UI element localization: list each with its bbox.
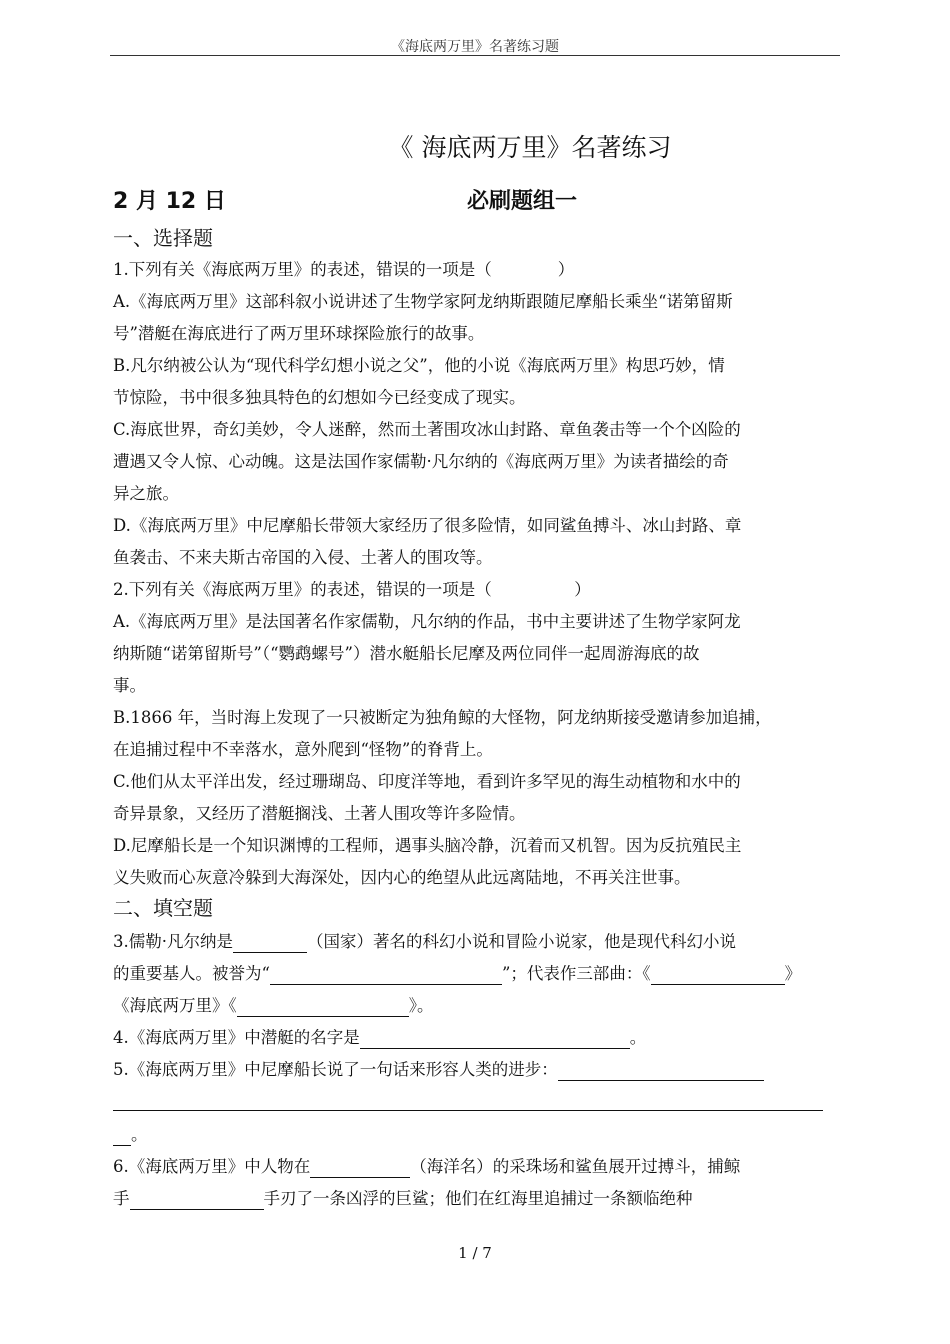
- question-line: 鱼袭击、不来夫斯古帝国的入侵、土著人的围攻等。: [113, 548, 493, 567]
- fill-text: 》。: [408, 996, 434, 1015]
- question-line: 纳斯随“诺第留斯号”（“鹦鹉螺号”）潜水艇船长尼摩及两位同伴一起周游海底的故: [113, 644, 700, 663]
- header-rule: [110, 55, 840, 56]
- fill-line-q3: [113, 995, 843, 1017]
- answer-blank[interactable]: [237, 998, 409, 1017]
- fill-line-q3: [113, 931, 843, 953]
- fill-text: 。: [629, 1028, 647, 1047]
- fill-line-q5: [113, 1124, 843, 1146]
- question-line: 义失败而心灰意冷躲到大海深处，因内心的绝望从此远离陆地，不再关注世事。: [113, 868, 691, 887]
- fill-line-q5: [113, 1059, 843, 1081]
- question-line: B.凡尔纳被公认为“现代科学幻想小说之父”，他的小说《海底两万里》构思巧妙，情: [113, 356, 725, 375]
- question-line: A.《海底两万里》这部科叙小说讲述了生物学家阿龙纳斯跟随尼摩船长乘坐“诺第留斯: [113, 292, 733, 311]
- fill-text: 的重要基人。被誉为“: [113, 964, 270, 983]
- fill-line-q3: [113, 963, 843, 985]
- fill-text: 《海底两万里》《: [113, 996, 237, 1015]
- answer-blank[interactable]: [310, 1159, 410, 1178]
- question-line: 在追捕过程中不幸落水，意外爬到“怪物”的脊背上。: [113, 740, 493, 759]
- question-line: D.尼摩船长是一个知识渊博的工程师，遇事头脑冷静，沉着而又机智。因为反抗殖民主: [113, 836, 742, 855]
- fill-text: ”；代表作三部曲：《: [501, 964, 651, 983]
- question-line: 2.下列有关《海底两万里》的表述，错误的一项是（ ）: [113, 580, 591, 599]
- question-line: B.1866 年，当时海上发现了一只被断定为独角鲸的大怪物，阿龙纳斯接受邀请参加追捕，: [113, 708, 772, 727]
- fill-line-q6: [113, 1156, 843, 1178]
- fill-line-q4: [113, 1027, 843, 1049]
- answer-blank[interactable]: [360, 1030, 630, 1049]
- fill-text: 手刃了一条凶浮的巨鲨；他们在红海里追捕过一条额临绝种: [263, 1189, 693, 1208]
- question-line: A.《海底两万里》是法国著名作家儒勒，凡尔纳的作品，书中主要讲述了生物学家阿龙: [113, 612, 741, 631]
- fill-text: 》: [784, 964, 802, 983]
- fill-text: 4.《海底两万里》中潜艇的名字是: [113, 1028, 360, 1047]
- question-line: 事。: [113, 676, 146, 695]
- question-line: 1.下列有关《海底两万里》的表述，错误的一项是（ ）: [113, 260, 575, 279]
- section-fill: 二、填空题: [113, 896, 213, 920]
- answer-blank[interactable]: [130, 1191, 264, 1210]
- answer-blank[interactable]: [651, 966, 785, 985]
- answer-blank[interactable]: [270, 966, 502, 985]
- answer-blank[interactable]: [113, 1110, 823, 1111]
- question-line: 异之旅。: [113, 484, 179, 503]
- fill-text: （国家）著名的科幻小说和冒险小说家，他是现代科幻小说: [307, 932, 736, 951]
- question-line: D.《海底两万里》中尼摩船长带领大家经历了很多险情，如同鲨鱼搏斗、冰山封路、章: [113, 516, 742, 535]
- answer-blank[interactable]: [233, 934, 307, 953]
- section-choice: 一、选择题: [113, 226, 213, 250]
- question-line: 号”潜艇在海底进行了两万里环球探险旅行的故事。: [113, 324, 485, 343]
- question-line: 节惊险，书中很多独具特色的幻想如今已经变成了现实。: [113, 388, 526, 407]
- fill-text: 5.《海底两万里》中尼摩船长说了一句话来形容人类的进步：: [113, 1060, 558, 1079]
- question-line: C.海底世界，奇幻美妙，令人迷醉，然而土著围攻冰山封路、章鱼袭击等一个个凶险的: [113, 420, 741, 439]
- page-title: 《 海底两万里》名著练习: [388, 133, 672, 162]
- question-line: 奇异景象，又经历了潜艇搁浅、土著人围攻等许多险情。: [113, 804, 526, 823]
- fill-text: （海洋名）的采珠场和鲨鱼展开过搏斗，捕鲸: [410, 1157, 741, 1176]
- fill-text: 6.《海底两万里》中人物在: [113, 1157, 311, 1176]
- question-line: 遭遇又令人惊、心动魄。这是法国作家儒勒·凡尔纳的《海底两万里》为读者描绘的奇: [113, 452, 729, 471]
- fill-line-q6: [113, 1188, 843, 1210]
- answer-blank[interactable]: [113, 1127, 131, 1146]
- fill-text: 。: [131, 1125, 148, 1144]
- date-label: 2 月 12 日: [113, 189, 226, 214]
- group-label: 必刷题组一: [467, 189, 578, 214]
- answer-blank[interactable]: [558, 1062, 764, 1081]
- page-number: 1 / 7: [458, 1244, 492, 1262]
- fill-text: 手: [113, 1189, 130, 1208]
- page-header: 《海底两万里》名著练习题: [391, 39, 559, 55]
- fill-text: 3.儒勒·凡尔纳是: [113, 932, 233, 951]
- question-line: C.他们从太平洋出发，经过珊瑚岛、印度洋等地，看到许多罕见的海生动植物和水中的: [113, 772, 741, 791]
